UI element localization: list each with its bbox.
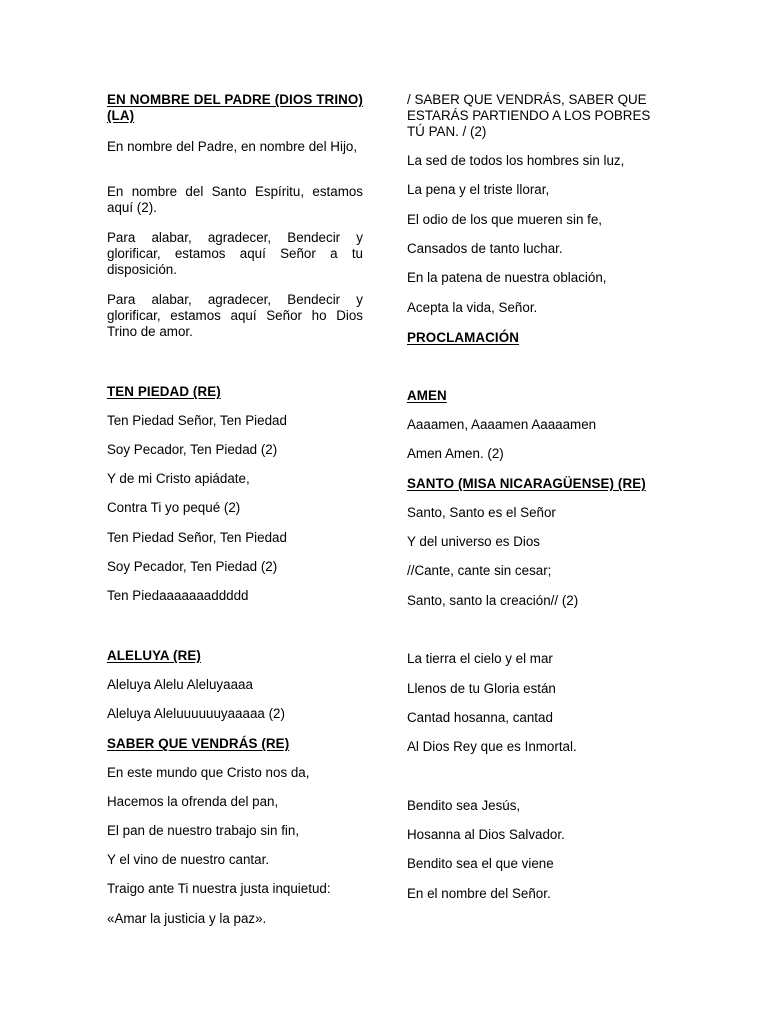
lyric-paragraph: Para alabar, agradecer, Bendecir y glorificar, estamos aquí Señor ho Dios Trino de amor. — [107, 292, 363, 339]
lyric-line: Aleluya Alelu Aleluyaaaa — [107, 677, 253, 692]
lyric-line: Ten Piedad Señor, Ten Piedad — [107, 530, 287, 545]
lyric-line: Cantad hosanna, cantad — [407, 710, 553, 725]
lyric-paragraph: Para alabar, agradecer, Bendecir y glorificar, estamos aquí Señor a tu disposición. — [107, 230, 363, 277]
lyric-line: La tierra el cielo y el mar — [407, 651, 553, 666]
lyric-line: Santo, santo la creación// (2) — [407, 593, 579, 608]
lyric-line: Al Dios Rey que es Inmortal. — [407, 739, 577, 754]
lyric-line: Soy Pecador, Ten Piedad (2) — [107, 442, 278, 457]
lyric-line: Bendito sea el que viene — [407, 856, 554, 871]
lyric-line: La sed de todos los hombres sin luz, — [407, 153, 625, 168]
lyric-line: Hacemos la ofrenda del pan, — [107, 794, 279, 809]
lyric-line: En este mundo que Cristo nos da, — [107, 765, 310, 780]
lyric-line: Y de mi Cristo apiádate, — [107, 471, 250, 486]
lyric-line: En el nombre del Señor. — [407, 886, 551, 901]
lyric-line: Amen Amen. (2) — [407, 446, 504, 461]
lyric-line: El odio de los que mueren sin fe, — [407, 212, 603, 227]
section-heading-amen: AMEN — [407, 388, 447, 403]
lyric-line: Llenos de tu Gloria están — [407, 681, 556, 696]
lyric-paragraph: En nombre del Padre, en nombre del Hijo, — [107, 139, 358, 154]
lyric-line: Contra Ti yo pequé (2) — [107, 500, 241, 515]
lyric-line: En la patena de nuestra oblación, — [407, 270, 607, 285]
lyric-line: Traigo ante Ti nuestra justa inquietud: — [107, 881, 331, 896]
lyric-line: «Amar la justicia y la paz». — [107, 911, 267, 926]
lyric-line: El pan de nuestro trabajo sin fin, — [107, 823, 300, 838]
lyric-paragraph: En nombre del Santo Espíritu, estamos aquí (2). — [107, 184, 363, 215]
section-heading-en-nombre-del-padre: EN NOMBRE DEL PADRE (DIOS TRINO) (LA) — [107, 92, 363, 123]
lyric-line: Y del universo es Dios — [407, 534, 540, 549]
lyric-line: Bendito sea Jesús, — [407, 798, 521, 813]
lyric-line: Cansados de tanto luchar. — [407, 241, 563, 256]
lyric-line: Hosanna al Dios Salvador. — [407, 827, 565, 842]
lyric-line: Ten Piedaaaaaaaddddd — [107, 588, 249, 603]
section-heading-santo: SANTO (MISA NICARAGÜENSE) (RE) — [407, 476, 646, 491]
lyric-line: Aleluya Aleluuuuuuyaaaaa (2) — [107, 706, 285, 721]
lyric-line: La pena y el triste llorar, — [407, 182, 550, 197]
chorus-paragraph: / SABER QUE VENDRÁS, SABER QUE ESTARÁS PARTIENDO A LOS POBRES TÚ PAN. / (2) — [407, 92, 651, 139]
lyric-line: //Cante, cante sin cesar; — [407, 563, 552, 578]
section-heading-aleluya: ALELUYA (RE) — [107, 648, 201, 663]
lyric-line: Soy Pecador, Ten Piedad (2) — [107, 559, 278, 574]
lyric-line: Y el vino de nuestro cantar. — [107, 852, 270, 867]
section-heading-proclamacion: PROCLAMACIÓN — [407, 330, 520, 345]
lyric-line: Acepta la vida, Señor. — [407, 300, 538, 315]
lyric-line: Aaaamen, Aaaamen Aaaaamen — [407, 417, 597, 432]
section-heading-ten-piedad: TEN PIEDAD (RE) — [107, 384, 221, 399]
section-heading-saber-que-vendras: SABER QUE VENDRÁS (RE) — [107, 736, 290, 751]
lyric-line: Ten Piedad Señor, Ten Piedad — [107, 413, 287, 428]
lyric-line: Santo, Santo es el Señor — [407, 505, 556, 520]
